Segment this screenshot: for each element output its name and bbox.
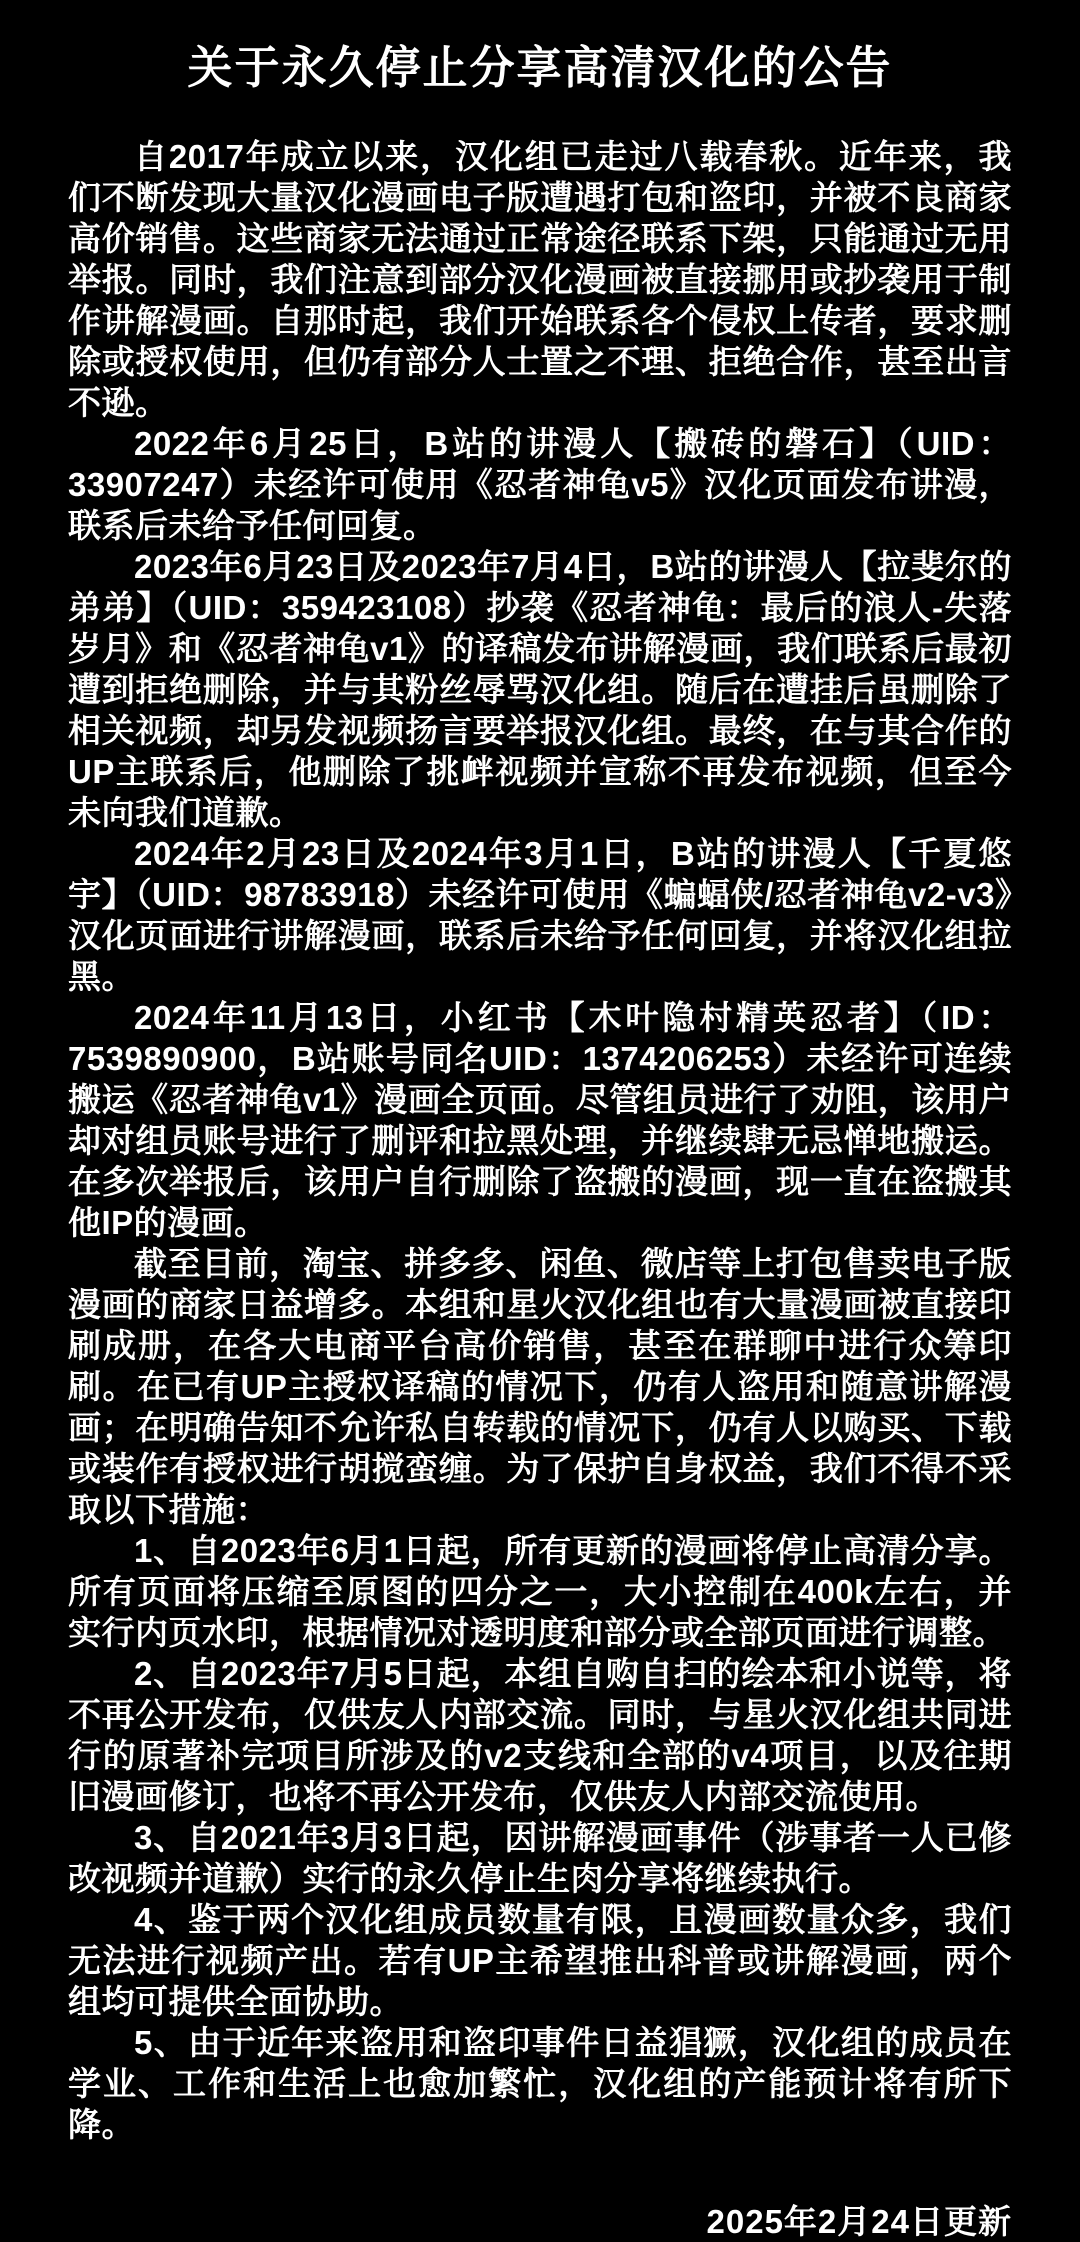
measure-item-3: 3、自2021年3月3日起，因讲解漫画事件（涉事者一人已修改视频并道歉）实行的永久停止生肉分享将继续执行。 [68,1819,1012,1898]
update-date: 2025年2月24日更新 [706,2203,1012,2241]
paragraph-case-2022: 2022年6月25日，B站的讲漫人【搬砖的磐石】（UID：33907247）未经许可使用《忍者神龟v5》汉化页面发布讲漫，联系后未给予任何回复。 [68,425,1012,545]
page-title: 关于永久停止分享高清汉化的公告 [187,42,893,93]
measure-item-4: 4、鉴于两个汉化组成员数量有限，且漫画数量众多，我们无法进行视频产出。若有UP主希望推出科普或讲解漫画，两个组均可提供全面协助。 [68,1901,1012,2021]
measure-item-2: 2、自2023年7月5日起，本组自购自扫的绘本和小说等，将不再公开发布，仅供友人内部交流。同时，与星火汉化组共同进行的原著补完项目所涉及的v2支线和全部的v4项目，以及往期旧漫画修订，也将不再公开发布，仅供友人内部交流使用。 [68,1655,1012,1816]
paragraph-case-2024b: 2024年11月13日，小红书【木叶隐村精英忍者】（ID：7539890900，B站账号同名UID：1374206253）未经许可连续搬运《忍者神龟v1》漫画全页面。尽管组员进行了劝阻，该用户却对组员账号进行了删评和拉黑处理，并继续肆无忌惮地搬运。在多次举报后，该用户自行删除了盗搬的漫画，现一直在盗搬其他IP的漫画。 [68,999,1012,1242]
paragraph-case-2023: 2023年6月23日及2023年7月4日，B站的讲漫人【拉斐尔的弟弟】（UID：359423108）抄袭《忍者神龟：最后的浪人-失落岁月》和《忍者神龟v1》的译稿发布讲解漫画，我们联系后最初遭到拒绝删除，并与其粉丝辱骂汉化组。随后在遭挂后虽删除了相关视频，却另发视频扬言要举报汉化组。最终，在与其合作的UP主联系后，他删除了挑衅视频并宣称不再发布视频，但至今未向我们道歉。 [68,548,1012,832]
paragraph-summary: 截至目前，淘宝、拼多多、闲鱼、微店等上打包售卖电子版漫画的商家日益增多。本组和星火汉化组也有大量漫画被直接印刷成册，在各大电商平台高价销售，甚至在群聊中进行众筹印刷。在已有UP主授权译稿的情况下，仍有人盗用和随意讲解漫画；在明确告知不允许私自转载的情况下，仍有人以购买、下载或装作有授权进行胡搅蛮缠。为了保护自身权益，我们不得不采取以下措施： [68,1245,1012,1529]
announcement-body [68,136,1012,2145]
measure-item-5: 5、由于近年来盗用和盗印事件日益猖獗，汉化组的成员在学业、工作和生活上也愈加繁忙，汉化组的产能预计将有所下降。 [68,2024,1012,2144]
paragraph-intro: 自2017年成立以来，汉化组已走过八载春秋。近年来，我们不断发现大量汉化漫画电子版遭遇打包和盗印，并被不良商家高价销售。这些商家无法通过正常途径联系下架，只能通过无用举报。同时，我们注意到部分汉化漫画被直接挪用或抄袭用于制作讲解漫画。自那时起，我们开始联系各个侵权上传者，要求删除或授权使用，但仍有部分人士置之不理、拒绝合作，甚至出言不逊。 [68,138,1012,422]
paragraph-case-2024a: 2024年2月23日及2024年3月1日，B站的讲漫人【千夏悠宇】（UID：98783918）未经许可使用《蝙蝠侠/忍者神龟v2-v3》汉化页面进行讲解漫画，联系后未给予任何回复，并将汉化组拉黑。 [68,835,1012,996]
measure-item-1: 1、自2023年6月1日起，所有更新的漫画将停止高清分享。所有页面将压缩至原图的四分之一，大小控制在400k左右，并实行内页水印，根据情况对透明度和部分或全部页面进行调整。 [68,1532,1012,1652]
